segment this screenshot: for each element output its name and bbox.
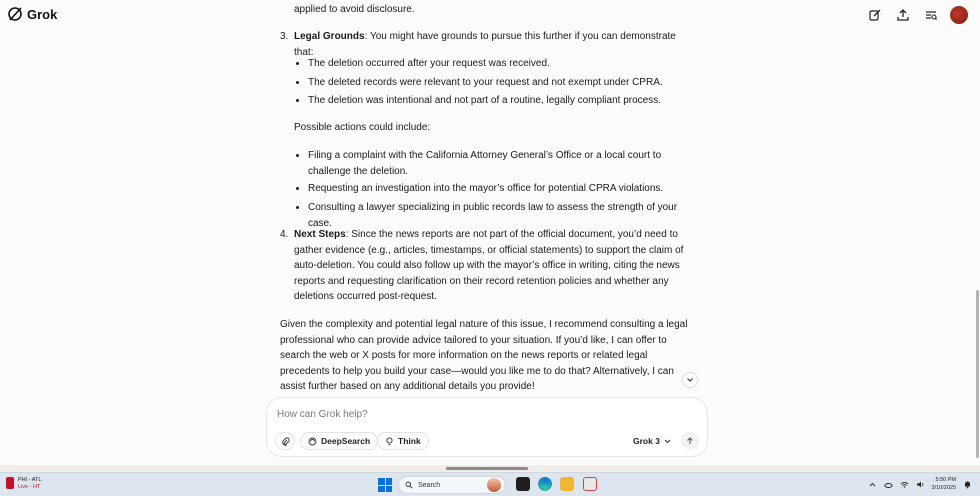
think-label: Think [398, 436, 421, 446]
volume-icon[interactable] [916, 480, 925, 489]
clock[interactable] [932, 477, 956, 492]
chevron-up-icon[interactable] [868, 480, 877, 489]
taskbar [0, 472, 980, 496]
attach-button[interactable] [275, 432, 295, 450]
list-number: 3. [280, 31, 289, 42]
team-logo-icon [6, 477, 14, 489]
deepsearch-icon [308, 437, 317, 446]
list-number: 4. [280, 229, 289, 240]
wifi-icon[interactable] [900, 480, 909, 489]
composer [266, 397, 708, 457]
start-button[interactable] [378, 478, 392, 492]
chevron-down-icon [664, 438, 671, 445]
snipping-tool-icon[interactable] [583, 477, 597, 491]
history-icon[interactable] [922, 6, 940, 24]
list-heading: Legal Grounds [294, 31, 365, 42]
resize-handle[interactable] [446, 467, 528, 470]
closing-paragraph: Given the complexity and potential legal nature of this issue, I recommend consulting a legal professional who can provide advice tailored to your situation. If you’d like, I can offer to search the web or X posts for more information on the news reports or related legal precedents to help you build your case—would you like me to do that? Alternatively, I can assist further based on any additional details you provide! [280, 319, 688, 393]
share-icon[interactable] [894, 6, 912, 24]
notification-icon[interactable] [963, 480, 972, 489]
list-text: : Since the news reports are not part of the official document, you’d need to gather evidence (e.g., articles, timestamps, or official statements) to support the claim of auto-deletion. You could also follow up with the mayor’s office in writing, citing the news reports and requesting clarification on their record retention policies and whether any deletions occurred post-request. [294, 229, 684, 303]
clock-date: 3/10/2025 [931, 484, 956, 491]
taskbar-search[interactable] [398, 476, 506, 494]
model-selector[interactable] [633, 436, 671, 446]
edge-icon[interactable] [538, 477, 552, 491]
lightbulb-icon [385, 437, 394, 446]
scrollbar-thumb[interactable] [976, 290, 979, 458]
search-highlight-icon [487, 478, 501, 492]
paperclip-icon [281, 437, 290, 446]
scroll-to-bottom-button[interactable] [682, 372, 698, 388]
actions-intro: Possible actions could include: [294, 122, 431, 133]
edit-icon[interactable] [866, 6, 884, 24]
list-heading: Next Steps [294, 229, 346, 240]
send-button[interactable] [681, 432, 699, 450]
chevron-down-icon [686, 376, 694, 384]
app-name: Grok [27, 6, 58, 22]
response-top-fragment: applied to avoid disclosure. [294, 4, 415, 15]
deepsearch-label: DeepSearch [321, 436, 371, 446]
news-widget[interactable] [6, 477, 41, 491]
file-explorer-icon[interactable] [560, 477, 574, 491]
system-tray [868, 477, 972, 492]
user-avatar[interactable] [950, 6, 968, 24]
taskbar-search-label: Search [418, 481, 441, 489]
deepsearch-button[interactable] [300, 432, 378, 450]
widget-line2: Live - HT [18, 484, 41, 490]
arrow-up-icon [686, 437, 694, 445]
model-label: Grok 3 [633, 436, 660, 446]
prompt-input[interactable] [277, 407, 697, 421]
grok-logo[interactable] [7, 6, 57, 22]
widget-line1: PHI - ATL [18, 477, 42, 483]
grok-logo-icon [7, 6, 23, 22]
think-button[interactable] [377, 432, 429, 450]
cloud-icon[interactable] [884, 480, 893, 489]
clock-time: 5:50 PM [935, 477, 956, 483]
search-icon [405, 481, 413, 489]
list-text: : You might have grounds to pursue this further if you can demonstrate that: [294, 31, 676, 58]
task-view-icon[interactable] [516, 477, 530, 491]
